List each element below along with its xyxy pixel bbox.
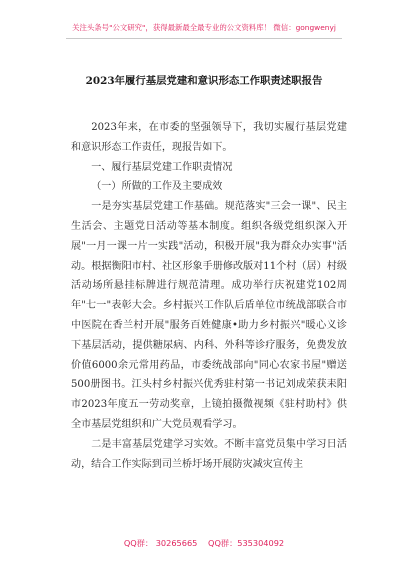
footer-qq-group-1: QQ群： 30265665 [123, 538, 198, 548]
document-body [71, 118, 347, 474]
document-title: 2023年履行基层党建和意识形态工作职责述职报告 [85, 75, 323, 87]
intro-paragraph: 2023年来，在市委的坚强领导下，我切实履行基层党建和意识形态工作责任，现报告如下。 [71, 122, 347, 153]
subsection-heading: （一）所做的工作及主要成效 [91, 181, 223, 193]
header-divider [66, 38, 342, 39]
body-paragraph-study: 二是丰富基层党建学习实效。不断丰富党员集中学习日活动，结合工作实际到司兰桥圩场开展防灾减灾宣传主 [71, 438, 347, 470]
header-promo-note: 关注头条号"公文研究"，获得最新最全最专业的公文资料库！ 微信：gongwenyj [72, 23, 336, 32]
footer-contact [0, 538, 408, 549]
footer-qq-group-2: QQ群：535304092 [208, 538, 285, 548]
section-heading: 一、履行基层党建工作职责情况 [91, 161, 233, 173]
body-paragraph-foundation: 一是夯实基层党建工作基础。规范落实"三会一课"、民主生活会、主题党日活动等基本制度。组织各级党组织深入开展"一月一课一片一实践"活动，积极开展"我为群众办实事"活动。根据衡阳市村、社区形象手册修改版对11个村（居）村级活动场所悬挂标牌进行规范清理。成功举行庆祝建党102周年"七一"表彰大会。乡村振兴工作队后盾单位市统战部联合市中医院在香兰村开展"服务百姓健康•助力乡村振兴"暖心义诊下基层活动，提供糖尿病、内科、外科等诊疗服务，免费发放价值6000余元常用药品，市委统战部向"同心农家书屋"赠送500册图书。江头村乡村振兴优秀驻村第一书记刘成荣获耒阳市2023年度五一劳动奖章，上镜拍摄微视频《驻村助村》供全市基层党组织和广大党员观看学习。 [71, 201, 347, 430]
